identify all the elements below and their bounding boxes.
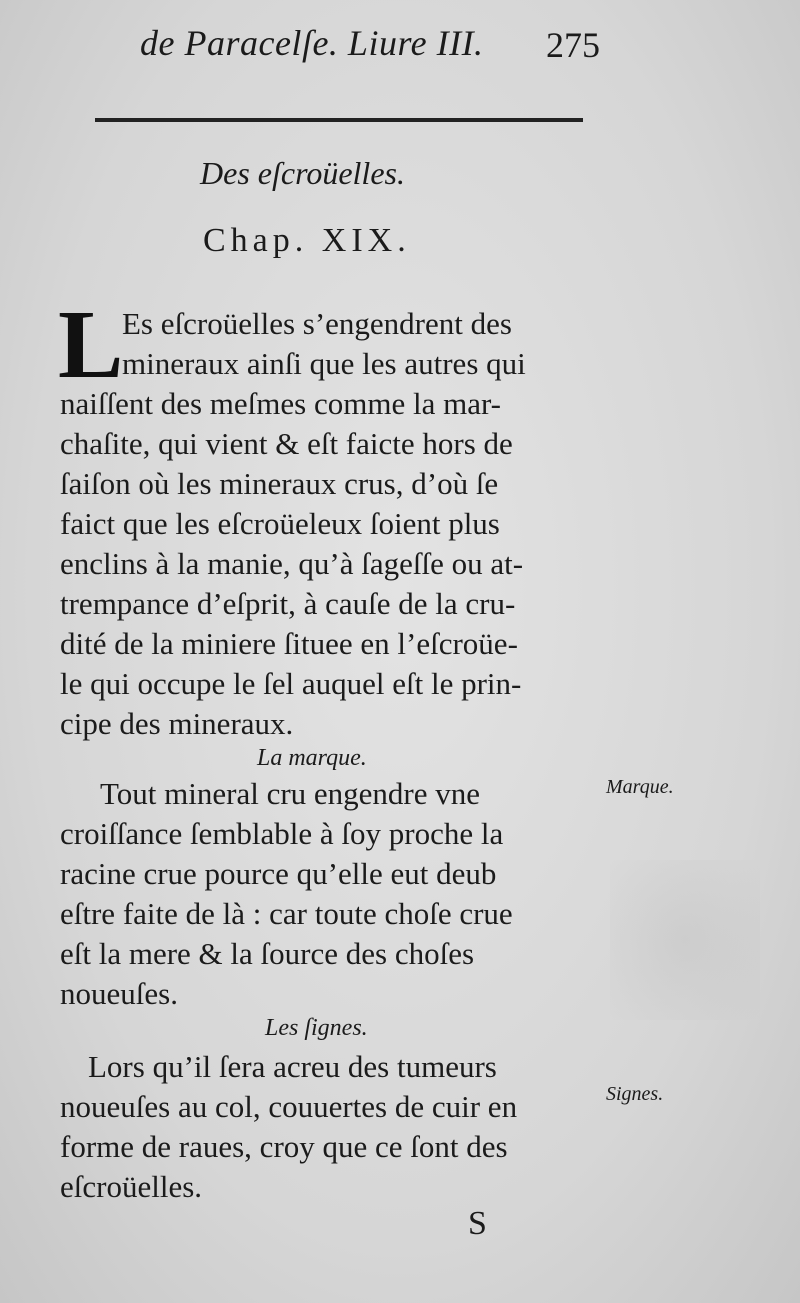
text-line: enclins à la manie, qu’à ſageſſe ou at- <box>60 546 524 581</box>
page-number: 275 <box>546 25 600 65</box>
running-head-text: de Paracelſe. Liure III. <box>140 23 484 63</box>
text-line: croiſſance ſemblable à ſoy proche la <box>60 816 504 851</box>
text-line: Es eſcroüelles s’engendrent des <box>122 306 512 341</box>
text-line: le qui occupe le ſel auquel eſt le prin- <box>60 666 522 701</box>
chapter-heading: Chap. XIX. <box>203 222 411 259</box>
drop-cap: L <box>58 291 124 399</box>
subheading-marque: La marque. <box>257 745 367 771</box>
text-line: Tout mineral cru engendre vne <box>100 776 481 811</box>
text-line: noueuſes. <box>60 976 178 1011</box>
margin-note-marque: Marque. <box>606 776 674 798</box>
header-rule <box>95 118 583 122</box>
text-line: racine crue pource qu’elle eut deub <box>60 856 497 891</box>
text-line: eſcroüelles. <box>60 1169 203 1204</box>
text-line: trempance d’eſprit, à cauſe de la cru- <box>60 586 516 621</box>
text-line: Lors qu’il ſera acreu des tumeurs <box>88 1049 497 1084</box>
section-title: Des eſcroüelles. <box>200 155 405 191</box>
text-line: cipe des mineraux. <box>60 706 294 741</box>
text-line: naiſſent des meſmes comme la mar- <box>60 386 501 421</box>
text-line: chaſite, qui vient & eſt faicte hors de <box>60 426 513 461</box>
running-head <box>140 22 600 72</box>
text-line: faict que les eſcroüeleux ſoient plus <box>60 506 500 541</box>
text-line: dité de la miniere ſituee en l’eſcroüe- <box>60 626 518 661</box>
paragraph-2 <box>60 775 600 1015</box>
text-line: noueuſes au col, couuertes de cuir en <box>60 1089 518 1124</box>
text-line: forme de raues, croy que ce ſont des <box>60 1129 508 1164</box>
subheading-signes: Les ſignes. <box>265 1015 368 1041</box>
signature-mark: S <box>468 1205 487 1242</box>
text-line: eſtre faite de là : car toute choſe crue <box>60 896 513 931</box>
paragraph-1 <box>60 305 600 745</box>
text-line: ſaiſon où les mineraux crus, d’où ſe <box>60 466 499 501</box>
text-line: mineraux ainſi que les autres qui <box>122 346 526 381</box>
paragraph-3 <box>60 1048 600 1208</box>
margin-note-signes: Signes. <box>606 1083 664 1105</box>
bleed-through-stain <box>610 860 760 1020</box>
text-line: eſt la mere & la ſource des choſes <box>60 936 475 971</box>
